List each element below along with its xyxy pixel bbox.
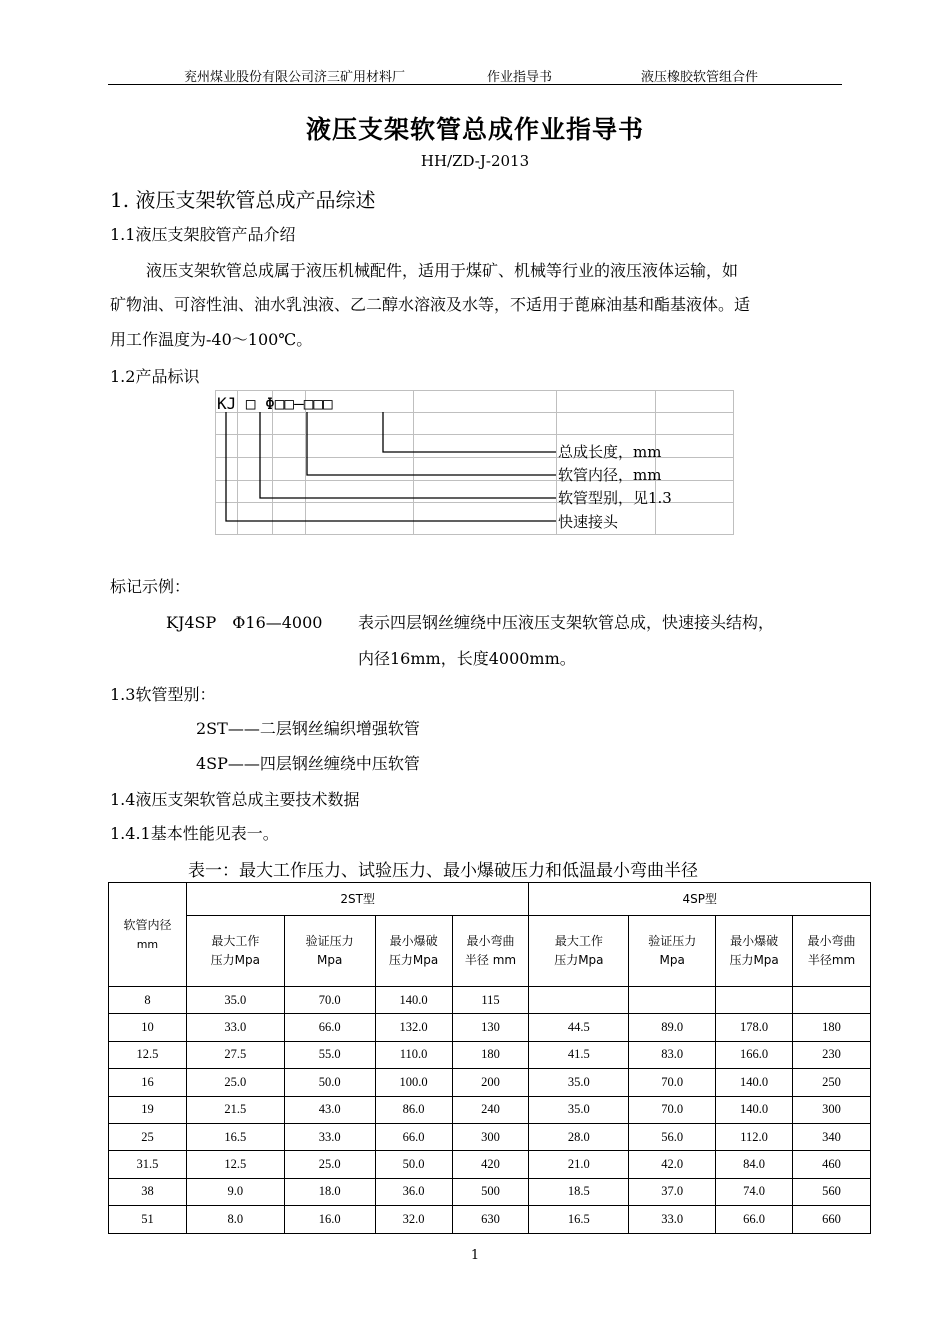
header-cell-line: 最大工作 bbox=[554, 934, 603, 948]
spec-table-body bbox=[109, 987, 871, 1234]
table-row bbox=[109, 1041, 871, 1068]
table-cell-diameter: 16 bbox=[109, 1069, 187, 1096]
table-cell: 178.0 bbox=[716, 1014, 793, 1041]
header-cell-line: Mpa bbox=[317, 953, 343, 967]
header-diameter-unit: mm bbox=[136, 937, 159, 951]
header-diameter-label: 软管内径 bbox=[123, 917, 172, 932]
header-doc-type: 作业指导书 bbox=[487, 70, 553, 85]
table-cell: 27.5 bbox=[186, 1041, 284, 1068]
header-group-4sp: 4SP型 bbox=[529, 883, 871, 916]
table-cell: 35.0 bbox=[529, 1069, 629, 1096]
example-code: KJ4SP Φ16—4000 bbox=[166, 613, 323, 632]
spec-table-subheader bbox=[109, 916, 871, 987]
example-desc-line-1: 表示四层钢丝缠绕中压液压支架软管总成，快速接头结构， bbox=[358, 613, 775, 632]
table-cell: 130 bbox=[452, 1014, 529, 1041]
table-cell: 140.0 bbox=[716, 1096, 793, 1123]
table-cell: 25.0 bbox=[284, 1151, 375, 1178]
table-row bbox=[109, 1096, 871, 1123]
table-row bbox=[109, 1069, 871, 1096]
table-cell: 44.5 bbox=[529, 1014, 629, 1041]
marking-leader-lines bbox=[226, 412, 556, 521]
table-cell: 112.0 bbox=[716, 1123, 793, 1150]
table-cell: 560 bbox=[793, 1178, 871, 1205]
table-cell: 33.0 bbox=[186, 1014, 284, 1041]
section-1-4-1-heading: 1.4.1基本性能见表一。 bbox=[110, 824, 279, 843]
table-cell: 12.5 bbox=[186, 1151, 284, 1178]
table-cell: 460 bbox=[793, 1151, 871, 1178]
table-cell bbox=[716, 987, 793, 1014]
section-1-3-heading: 1.3软管型别： bbox=[110, 685, 216, 704]
table-cell: 50.0 bbox=[284, 1069, 375, 1096]
table-row bbox=[109, 987, 871, 1014]
table-cell-diameter: 51 bbox=[109, 1206, 187, 1233]
table-cell-diameter: 25 bbox=[109, 1123, 187, 1150]
table-cell: 37.0 bbox=[629, 1178, 716, 1205]
table-cell: 55.0 bbox=[284, 1041, 375, 1068]
header-2st-bend-radius bbox=[452, 916, 529, 987]
table-cell: 89.0 bbox=[629, 1014, 716, 1041]
example-heading: 标记示例： bbox=[110, 577, 191, 596]
table-cell: 83.0 bbox=[629, 1041, 716, 1068]
table-cell: 50.0 bbox=[375, 1151, 452, 1178]
header-company: 兖州煤业股份有限公司济三矿用材料厂 bbox=[184, 70, 406, 85]
table-cell: 21.5 bbox=[186, 1096, 284, 1123]
marking-label-diameter: 软管内径，mm bbox=[558, 466, 662, 484]
table-cell: 166.0 bbox=[716, 1041, 793, 1068]
table-cell: 16.5 bbox=[186, 1123, 284, 1150]
header-2st-max-pressure bbox=[186, 916, 284, 987]
table-cell: 300 bbox=[452, 1123, 529, 1150]
table-cell: 180 bbox=[793, 1014, 871, 1041]
table-cell bbox=[529, 987, 629, 1014]
header-cell-line: Mpa bbox=[659, 953, 685, 967]
document-title: 液压支架软管总成作业指导书 bbox=[305, 115, 644, 144]
header-2st-burst-pressure bbox=[375, 916, 452, 987]
header-4sp-bend-radius bbox=[793, 916, 871, 987]
table-cell: 42.0 bbox=[629, 1151, 716, 1178]
marking-code: KJ □ Φ□□—□□□ bbox=[217, 394, 333, 413]
table-cell: 16.0 bbox=[284, 1206, 375, 1233]
table-cell: 180 bbox=[452, 1041, 529, 1068]
spec-table bbox=[108, 882, 871, 1234]
table-cell: 16.5 bbox=[529, 1206, 629, 1233]
table-cell: 56.0 bbox=[629, 1123, 716, 1150]
header-cell-line: 压力Mpa bbox=[554, 953, 604, 967]
header-cell-line: 压力Mpa bbox=[388, 953, 439, 967]
header-cell-line: 压力Mpa bbox=[729, 953, 779, 967]
header-cell-line: 最小弯曲 bbox=[466, 934, 515, 948]
table-row bbox=[109, 1178, 871, 1205]
header-cell-line: 最小爆破 bbox=[730, 934, 779, 948]
marking-label-coupling: 快速接头 bbox=[558, 513, 619, 531]
table-cell: 33.0 bbox=[284, 1123, 375, 1150]
header-4sp-max-pressure bbox=[529, 916, 629, 987]
table-caption: 表一：最大工作压力、试验压力、最小爆破压力和低温最小弯曲半径 bbox=[188, 861, 698, 881]
header-product: 液压橡胶软管组合件 bbox=[641, 70, 759, 85]
table-cell: 43.0 bbox=[284, 1096, 375, 1123]
header-rule bbox=[108, 84, 842, 85]
section-1-1-heading: 1.1液压支架胶管产品介绍 bbox=[110, 225, 296, 244]
header-cell-line: 半径 mm bbox=[464, 953, 517, 967]
table-cell: 250 bbox=[793, 1069, 871, 1096]
table-cell: 18.5 bbox=[529, 1178, 629, 1205]
table-cell: 660 bbox=[793, 1206, 871, 1233]
table-cell bbox=[629, 987, 716, 1014]
page-number: 1 bbox=[470, 1248, 480, 1263]
table-cell: 66.0 bbox=[716, 1206, 793, 1233]
marking-label-type: 软管型别，见1.3 bbox=[558, 489, 672, 507]
table-cell: 630 bbox=[452, 1206, 529, 1233]
table-cell: 110.0 bbox=[375, 1041, 452, 1068]
table-cell: 74.0 bbox=[716, 1178, 793, 1205]
table-cell: 35.0 bbox=[186, 987, 284, 1014]
table-cell: 84.0 bbox=[716, 1151, 793, 1178]
table-cell: 340 bbox=[793, 1123, 871, 1150]
table-row bbox=[109, 1014, 871, 1041]
table-cell: 86.0 bbox=[375, 1096, 452, 1123]
header-4sp-proof-pressure bbox=[629, 916, 716, 987]
table-row bbox=[109, 1206, 871, 1233]
header-2st-proof-pressure bbox=[284, 916, 375, 987]
header-cell-line: 最小弯曲 bbox=[807, 934, 856, 948]
table-cell: 200 bbox=[452, 1069, 529, 1096]
intro-line-3: 用工作温度为-40～100℃。 bbox=[110, 330, 313, 349]
table-cell bbox=[793, 987, 871, 1014]
header-cell-line: 最大工作 bbox=[211, 934, 260, 948]
header-cell-line: 验证压力 bbox=[305, 934, 354, 948]
table-cell: 70.0 bbox=[629, 1069, 716, 1096]
table-cell: 140.0 bbox=[716, 1069, 793, 1096]
table-cell: 8.0 bbox=[186, 1206, 284, 1233]
table-cell: 66.0 bbox=[284, 1014, 375, 1041]
section-1-2-heading: 1.2产品标识 bbox=[110, 367, 200, 386]
header-4sp-burst-pressure bbox=[716, 916, 793, 987]
section-1-heading: 1. 液压支架软管总成产品综述 bbox=[110, 188, 376, 212]
table-cell-diameter: 12.5 bbox=[109, 1041, 187, 1068]
table-cell: 70.0 bbox=[629, 1096, 716, 1123]
table-cell-diameter: 19 bbox=[109, 1096, 187, 1123]
table-cell-diameter: 31.5 bbox=[109, 1151, 187, 1178]
table-cell: 300 bbox=[793, 1096, 871, 1123]
header-cell-line: 最小爆破 bbox=[389, 934, 438, 948]
header-cell-line: 验证压力 bbox=[648, 934, 697, 948]
table-cell: 115 bbox=[452, 987, 529, 1014]
header-cell-line: 半径mm bbox=[807, 953, 856, 967]
example-desc-line-2: 内径16mm，长度4000mm。 bbox=[358, 649, 576, 668]
product-marking-diagram bbox=[215, 390, 734, 535]
table-cell: 21.0 bbox=[529, 1151, 629, 1178]
table-cell: 41.5 bbox=[529, 1041, 629, 1068]
intro-line-2: 矿物油、可溶性油、油水乳浊液、乙二醇水溶液及水等，不适用于蓖麻油基和酯基液体。适 bbox=[110, 295, 751, 314]
intro-line-1: 液压支架软管总成属于液压机械配件，适用于煤矿、机械等行业的液压液体运输，如 bbox=[146, 261, 739, 280]
table-row bbox=[109, 1151, 871, 1178]
table-cell-diameter: 38 bbox=[109, 1178, 187, 1205]
table-cell-diameter: 8 bbox=[109, 987, 187, 1014]
marking-diagram-svg bbox=[215, 390, 734, 535]
table-cell: 28.0 bbox=[529, 1123, 629, 1150]
table-cell: 240 bbox=[452, 1096, 529, 1123]
type-2st: 2ST——二层钢丝编织增强软管 bbox=[196, 719, 420, 738]
table-cell: 35.0 bbox=[529, 1096, 629, 1123]
marking-label-length: 总成长度，mm bbox=[558, 443, 662, 461]
table-cell: 36.0 bbox=[375, 1178, 452, 1205]
table-cell: 25.0 bbox=[186, 1069, 284, 1096]
section-1-4-heading: 1.4液压支架软管总成主要技术数据 bbox=[110, 790, 360, 809]
table-cell: 70.0 bbox=[284, 987, 375, 1014]
table-row bbox=[109, 1123, 871, 1150]
table-cell: 132.0 bbox=[375, 1014, 452, 1041]
table-cell: 420 bbox=[452, 1151, 529, 1178]
table-cell: 66.0 bbox=[375, 1123, 452, 1150]
table-cell: 32.0 bbox=[375, 1206, 452, 1233]
type-4sp: 4SP——四层钢丝缠绕中压软管 bbox=[196, 754, 420, 773]
table-cell: 140.0 bbox=[375, 987, 452, 1014]
table-cell: 18.0 bbox=[284, 1178, 375, 1205]
document-code: HH/ZD-J-2013 bbox=[420, 152, 530, 170]
table-cell: 9.0 bbox=[186, 1178, 284, 1205]
header-group-2st: 2ST型 bbox=[186, 883, 529, 916]
table-cell: 33.0 bbox=[629, 1206, 716, 1233]
header-diameter bbox=[109, 883, 187, 987]
table-cell: 230 bbox=[793, 1041, 871, 1068]
table-cell-diameter: 10 bbox=[109, 1014, 187, 1041]
table-cell: 100.0 bbox=[375, 1069, 452, 1096]
header-cell-line: 压力Mpa bbox=[210, 953, 260, 967]
table-cell: 500 bbox=[452, 1178, 529, 1205]
